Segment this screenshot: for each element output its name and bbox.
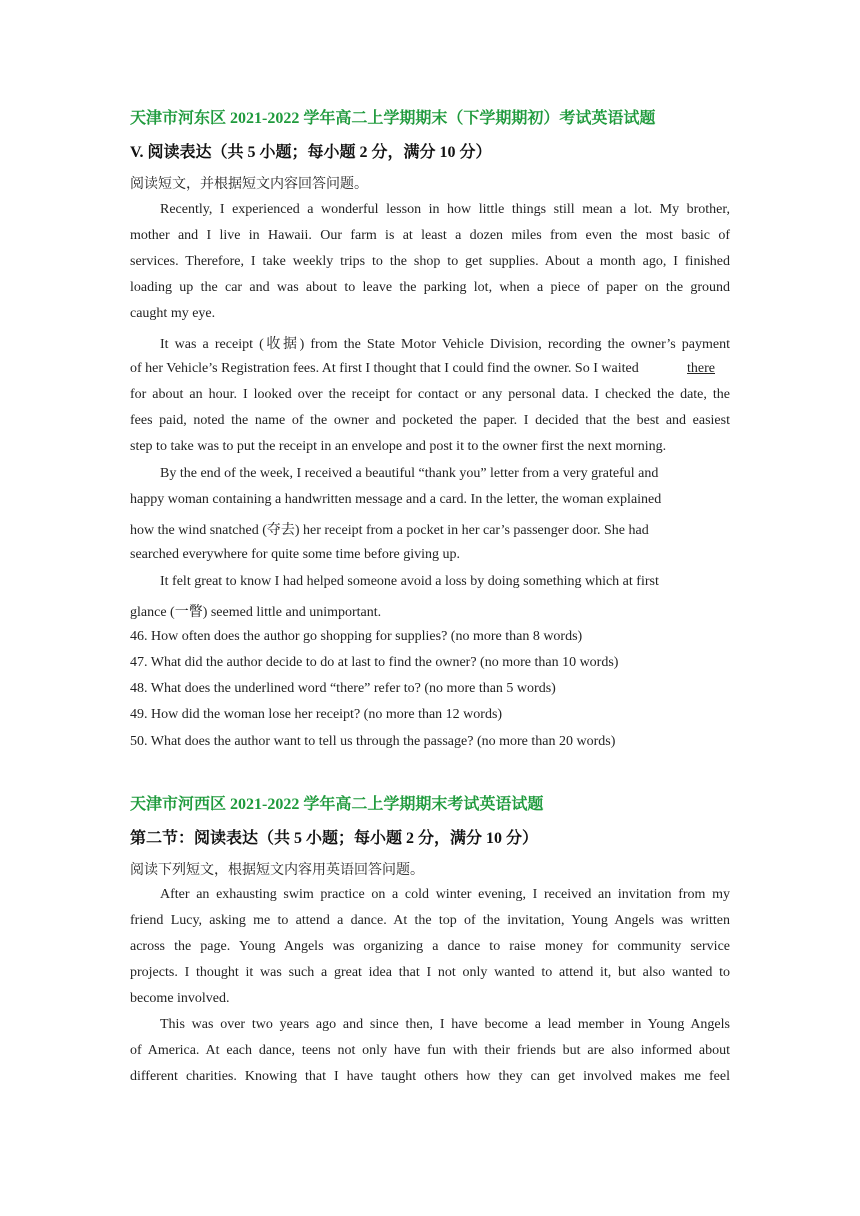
paragraph-line: It felt great to know I had helped someone avoid a loss by doing something which at first — [160, 574, 659, 589]
paragraph-line: mother and I live in Hawaii. Our farm is at least a dozen miles from even the most basic of — [130, 228, 730, 243]
question-47: 47. What did the author decide to do at last to find the owner? (no more than 10 words) — [130, 655, 619, 670]
paragraph-line: different charities. Knowing that I have taught others how they can get involved makes me feel — [130, 1069, 730, 1084]
paragraph-line: After an exhausting swim practice on a cold winter evening, I received an invitation from my — [160, 887, 730, 902]
paragraph-line: It was a receipt (收据) from the State Motor Vehicle Division, recording the owner’s payment — [160, 337, 730, 352]
paragraph-line: By the end of the week, I received a beautiful “thank you” letter from a very grateful and — [160, 466, 659, 481]
paragraph-line: across the page. Young Angels was organizing a dance to raise money for community service — [130, 939, 730, 954]
paragraph-text: of her Vehicle’s Registration fees. At first I thought that I could find the owner. So I waited — [130, 361, 643, 376]
question-46: 46. How often does the author go shopping for supplies? (no more than 8 words) — [130, 629, 583, 644]
paragraph-line: how the wind snatched (夺去) her receipt from a pocket in her car’s passenger door. She had — [130, 523, 649, 538]
paragraph-line: friend Lucy, asking me to attend a dance. At the top of the invitation, Young Angels was written — [130, 913, 730, 928]
section1-heading: V. 阅读表达（共 5 小题；每小题 2 分，满分 10 分） — [130, 144, 492, 161]
paragraph-line: loading up the car and was about to leave the parking lot, when a piece of paper on the ground — [130, 280, 730, 295]
section1-instruction: 阅读短文，并根据短文内容回答问题。 — [130, 177, 368, 192]
paragraph-line: happy woman containing a handwritten message and a card. In the letter, the woman explained — [130, 492, 662, 507]
paragraph-line: of America. At each dance, teens not only have fun with their friends but are also informed about — [130, 1043, 730, 1058]
paragraph-line: fees paid, noted the name of the owner and pocketed the paper. I decided that the best and easiest — [130, 413, 730, 428]
paragraph-line: become involved. — [130, 991, 230, 1006]
question-48: 48. What does the underlined word “there” refer to? (no more than 5 words) — [130, 681, 556, 696]
question-50: 50. What does the author want to tell us through the passage? (no more than 20 words) — [130, 734, 616, 749]
paragraph-line: searched everywhere for quite some time before giving up. — [130, 547, 461, 562]
paragraph-line-with-underline — [130, 361, 730, 377]
paragraph-line: This was over two years ago and since then, I have become a lead member in Young Angels — [160, 1017, 730, 1032]
paragraph-line: for about an hour. I looked over the receipt for contact or any personal data. I checked the date, the — [130, 387, 730, 402]
paragraph-line: projects. I thought it was such a great idea that I not only wanted to attend it, but also wanted to — [130, 965, 730, 980]
paragraph-line: glance (一瞥) seemed little and unimportant. — [130, 605, 382, 620]
question-49: 49. How did the woman lose her receipt? (no more than 12 words) — [130, 707, 503, 722]
section2-title: 天津市河西区 2021-2022 学年高二上学期期末考试英语试题 — [130, 796, 544, 813]
section2-heading: 第二节：阅读表达（共 5 小题；每小题 2 分，满分 10 分） — [130, 830, 539, 847]
paragraph-line: step to take was to put the receipt in an envelope and post it to the owner first the next morning. — [130, 439, 667, 454]
section1-title: 天津市河东区 2021-2022 学年高二上学期期末（下学期期初）考试英语试题 — [130, 110, 656, 127]
paragraph-line: services. Therefore, I take weekly trips to the shop to get supplies. About a month ago, I finished — [130, 254, 730, 269]
underlined-word-there: there — [687, 361, 715, 376]
paragraph-line: caught my eye. — [130, 306, 216, 321]
paragraph-line: Recently, I experienced a wonderful lesson in how little things still mean a lot. My brother, — [160, 202, 730, 217]
section2-instruction: 阅读下列短文，根据短文内容用英语回答问题。 — [130, 863, 424, 878]
